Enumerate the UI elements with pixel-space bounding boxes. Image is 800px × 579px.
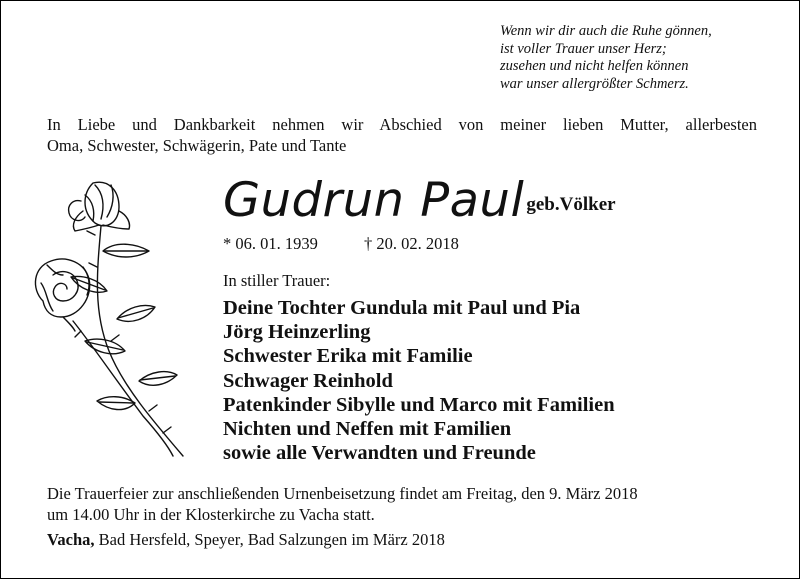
mourner-entry: Patenkinder Sibylle und Marco mit Familien: [223, 393, 615, 416]
deceased-name-block: [223, 173, 616, 228]
maiden-name: geb.Völker: [526, 194, 616, 215]
place-rest: Bad Hersfeld, Speyer, Bad Salzungen im März 2018: [94, 530, 445, 549]
mourner-entry: Deine Tochter Gundula mit Paul und Pia: [223, 297, 581, 319]
birth-date: * 06. 01. 1939: [223, 234, 318, 253]
poem-line: zusehen und nicht helfen können: [500, 58, 689, 74]
mourner-entry: Jörg Heinzerling: [223, 321, 371, 344]
poem-line: ist voller Trauer unser Herz;: [500, 40, 667, 57]
mourners-list: [223, 296, 615, 465]
mourning-intro: In stiller Trauer:: [223, 271, 331, 290]
ceremony-line: um 14.00 Uhr in der Klosterkirche zu Vacha statt.: [47, 505, 375, 524]
intro-line: Oma, Schwester, Schwägerin, Pate und Tante: [47, 136, 347, 155]
death-date: † 20. 02. 2018: [364, 234, 459, 253]
place-and-date: [47, 530, 445, 550]
memorial-poem: [500, 23, 790, 93]
mourner-entry: Schwester Erika mit Familie: [223, 345, 473, 368]
deceased-name: Gudrun Paul: [223, 173, 525, 228]
rose-drawing-icon: [23, 171, 203, 461]
ceremony-line: Die Trauerfeier zur anschließenden Urnenbeisetzung findet am Freitag, den 9. März 2018: [47, 484, 638, 503]
life-dates: [223, 234, 459, 254]
mourner-entry: Schwager Reinhold: [223, 369, 393, 392]
ceremony-info: [47, 483, 757, 525]
farewell-intro: [47, 114, 757, 156]
place-main: Vacha,: [47, 530, 95, 549]
mourner-entry: sowie alle Verwandten und Freunde: [223, 442, 536, 465]
poem-line: Wenn wir dir auch die Ruhe gönnen,: [500, 23, 712, 39]
mourner-entry: Nichten und Neffen mit Familien: [223, 418, 512, 441]
poem-line: war unser allergrößter Schmerz.: [500, 75, 689, 92]
intro-line: In Liebe und Dankbarkeit nehmen wir Abschied von meiner lieben Mutter, allerbesten: [47, 115, 757, 134]
